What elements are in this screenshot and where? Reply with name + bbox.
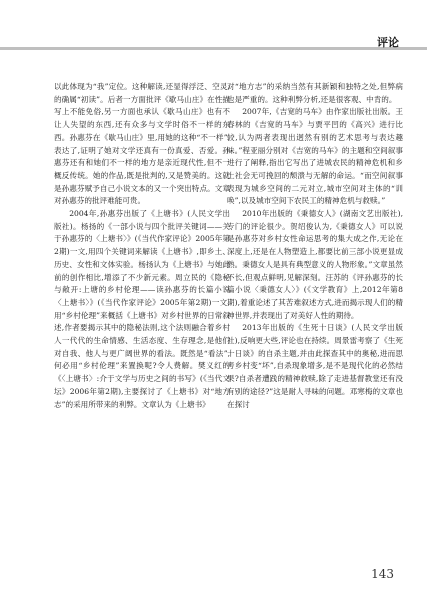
paragraph: 2007年,《吉宽的马车》由作家出版社出版。王春林的《吉宽的马车》与贾平凹的《高兴》进行比较,认为两者表现出迥然有别的艺术思考与表达趣味。”程亚丽分别对《吉宽的马车》的主题和空间叙事进行了阐释,指出它写出了进城农民的精神危机和乡土社会无可挽回的颓溃与无解的命运。“而空间叙事表现为城乡空间的二元对立,城市空间对主体的“训唤”,以及城市空间下农民工的精神危机与救赎。”	[227, 107, 403, 206]
section-title: 评论	[377, 36, 399, 49]
page-number: 143	[371, 567, 394, 581]
paragraph: 对“地方志”的采纳当然有其新颖和独特之处,但弊病也是严重的。这种利弊分析,还是很客观、中肯的。	[227, 82, 403, 104]
left-column	[54, 81, 230, 551]
page-header	[0, 0, 427, 60]
right-column	[227, 81, 403, 551]
paragraph: 2004年,孙惠芬出版了《上塘书》(人民文学出版社)。杨扬的《一部小说与四个批评关键词——关于孙惠芬的〈上塘书〉》(《当代作家评论》2005年第2期)一文,用四个关键词来解读《上塘书》,即乡土、历史、女性和文体实验。杨扬认为《上塘书》与她此前的创作相比,增添了不少新元素。周立民的《隐秘与敞开:上塘的乡村伦理——读孙惠芬的长篇小说〈上塘书〉》(《当代作家评论》2005年第2期)一文,用“乡村伦理”来概括《上塘书》对乡村世界的日常叙述,作者要揭示其中的隐秘法则,这个法则融合着乡村人一代代的生命情感、生活态度、生存理念,是他们对自我、他人与更广阔世界的看法。既然是“看法”,何必用“乡村伦理”来置换呢?令人费解。樊义红的《〈上塘书〉:介于文学与历史之间的书写》(《当代文坛》2006年第2期),主要探讨了《上塘书》对“地方志”的采用所带来的利弊。文章认为《上塘书》	[54, 209, 230, 409]
paragraph: 2010年出版的《秉德女人》(湖南文艺出版社),专门的评论很少。贺绍俊认为,《秉德女人》可以说是孙惠芬对乡村女性命运思考的集大成之作,无论在深度上,还是在人物塑造上,都要比前三部小说更显成熟。秉德女人是具有典型意义的人物形象。”文章虽然不长,但观点鲜明,见解深刻。汪苏的《评孙惠芬的长篇小说〈秉德女人〉》(《文学教育》上,2012年第8期),着重论述了其苦难叙述方式,进而揭示现人们的精神世界,并表现出了对美好人性的期待。	[227, 209, 403, 320]
paragraph: 2013年出版的《生死十日谈》(人民文学出版社),反响更大些,评论也在持续。周景雷考察了《生死十日谈》的自杀主题,并由此探查其中的奥秘,进而思考乡村变“坏”,自杀现象增多,是不是现代化的必然结果?自杀者遭践的精神救赎,除了走进基督教堂还有没有别的途径?”这是耐人寻味的问题。邓寒梅的文章也在探讨	[227, 323, 403, 409]
header-rule	[0, 47, 427, 50]
paragraph: 以此体现为“我”定位。这种解读,还显得浮泛、空灵,的确属“初读”。后者一方面批评《歇马山庄》在性描写上不能免俗,另一方面也承认《歇马山庄》也有不让人失望的东西,还有众多与文学时俗不一样的东西。孙惠芬在《歇马山庄》里,用她的这种“不一样”,表达了,证明了她对文学还真有一份真爱、否爱。孙惠芬还有和她们不一样的地方是亲近现代性,但不一概反传统。她的作品,既是批判的,又是赞美的。这就是孙惠芬赋予自己小说文本的又一个突出特点。文章对孙惠芬的批评难能可贵。	[54, 82, 230, 206]
